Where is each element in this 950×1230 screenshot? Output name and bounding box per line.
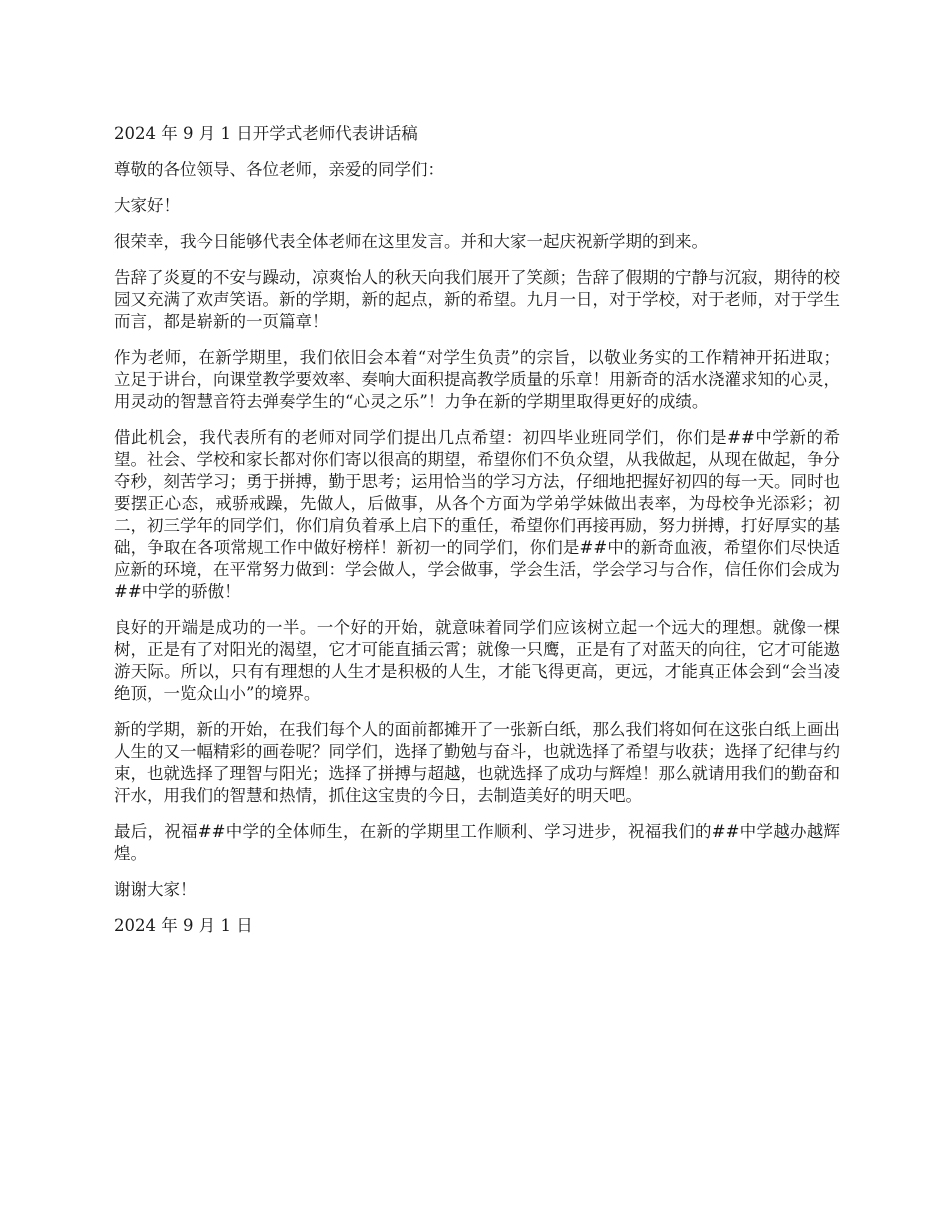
body-paragraph-6: 新的学期，新的开始，在我们每个人的面前都摊开了一张新白纸，那么我们将如何在这张白纸上画出人生的又一幅精彩的画卷呢？同学们，选择了勤勉与奋斗，也就选择了希望与收获；选择了纪律与约束，也就选择了理智与阳光；选择了拼搏与超越，也就选择了成功与辉煌！那么就请用我们的勤奋和汗水，用我们的智慧和热情，抓住这宝贵的今日，去制造美好的明天吧。 <box>114 720 840 805</box>
document-date: 2024 年 9 月 1 日 <box>114 916 253 935</box>
document-page <box>114 123 840 951</box>
body-paragraph-7: 最后，祝福##中学的全体师生，在新的学期里工作顺利、学习进步，祝福我们的##中学越办越辉煌。 <box>114 822 840 863</box>
body-paragraph-1: 很荣幸，我今日能够代表全体老师在这里发言。并和大家一起庆祝新学期的到来。 <box>114 232 708 251</box>
closing: 谢谢大家！ <box>114 880 197 899</box>
body-paragraph-3: 作为老师，在新学期里，我们依旧会本着“对学生负责”的宗旨，以敬业务实的工作精神开拓进取；立足于讲台，向课堂教学要效率、奏响大面积提高教学质量的乐章！用新奇的活水浇灌求知的心灵，用灵动的智慧音符去弹奏学生的“心灵之乐”！力争在新的学期里取得更好的成绩。 <box>114 348 840 411</box>
body-paragraph-4: 借此机会，我代表所有的老师对同学们提出几点希望：初四毕业班同学们，你们是##中学新的希望。社会、学校和家长都对你们寄以很高的期望，希望你们不负众望，从我做起，从现在做起，争分夺秒，刻苦学习；勇于拼搏，勤于思考；运用恰当的学习方法，仔细地把握好初四的每一天。同时也要摆正心态，戒骄戒躁，先做人，后做事，从各个方面为学弟学妹做出表率，为母校争光添彩；初二，初三学年的同学们，你们肩负着承上启下的重任，希望你们再接再励，努力拼搏，打好厚实的基础，争取在各项常规工作中做好榜样！新初一的同学们，你们是##中的新奇血液，希望你们尽快适应新的环境，在平常努力做到：学会做人，学会做事，学会生活，学会学习与合作，信任你们会成为##中学的骄傲！ <box>114 428 840 601</box>
greeting: 大家好！ <box>114 196 180 215</box>
document-title: 2024 年 9 月 1 日开学式老师代表讲话稿 <box>114 124 418 143</box>
body-paragraph-5: 良好的开端是成功的一半。一个好的开始，就意味着同学们应该树立起一个远大的理想。就像一棵树，正是有了对阳光的渴望，它才可能直插云霄；就像一只鹰，正是有了对蓝天的向往，它才可能遨游天际。所以，只有有理想的人生才是积极的人生，才能飞得更高，更远，才能真正体会到“会当凌绝顶，一览众山小”的境界。 <box>114 618 840 703</box>
salutation: 尊敬的各位领导、各位老师，亲爱的同学们： <box>114 160 444 179</box>
body-paragraph-2: 告辞了炎夏的不安与躁动，凉爽怡人的秋天向我们展开了笑颜；告辞了假期的宁静与沉寂，期待的校园又充满了欢声笑语。新的学期，新的起点，新的希望。九月一日，对于学校，对于老师，对于学生而言，都是崭新的一页篇章！ <box>114 268 840 331</box>
